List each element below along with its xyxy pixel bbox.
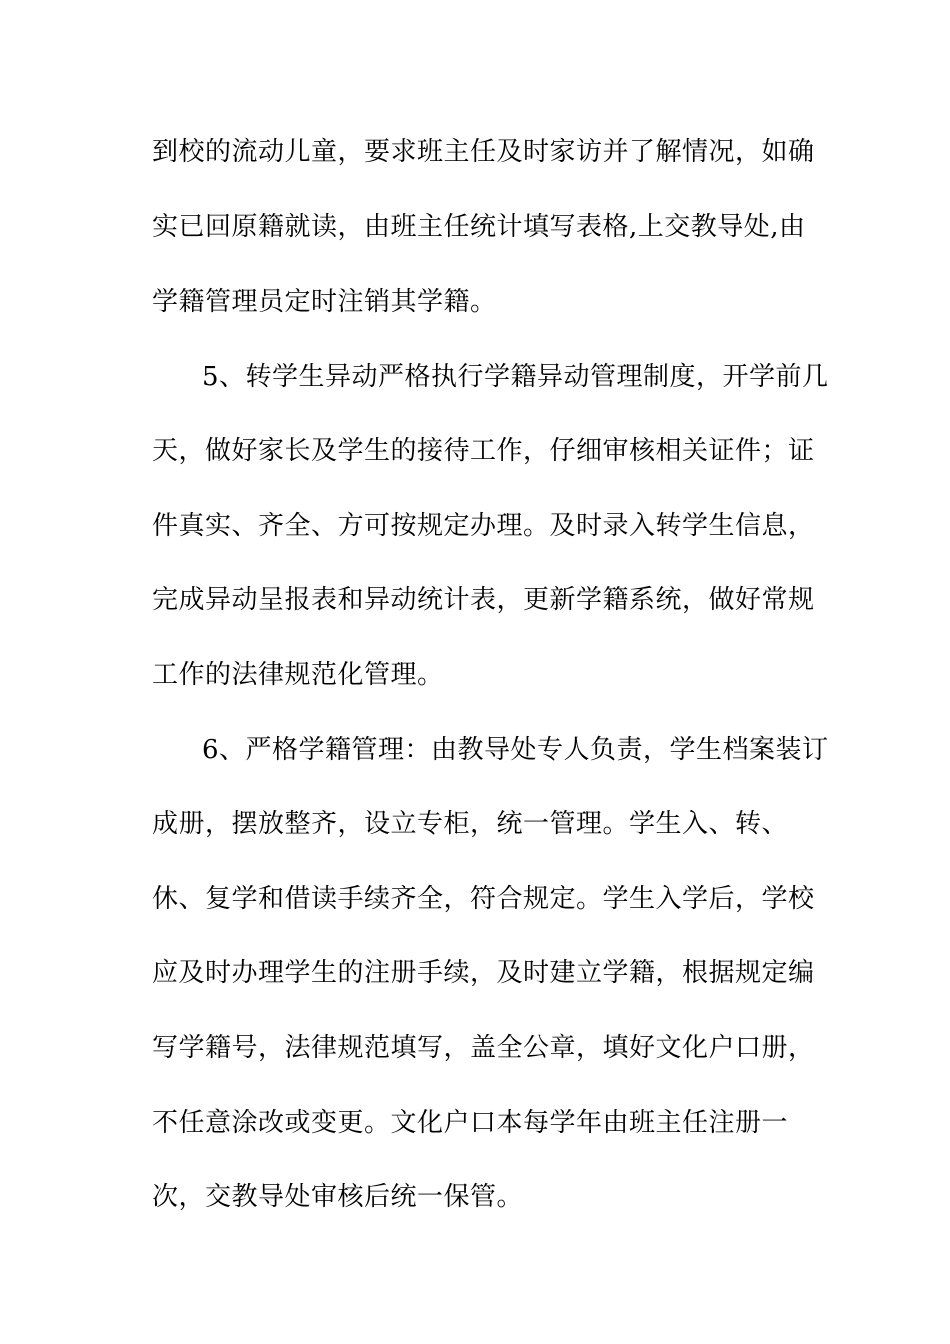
text-line: 5、转学生异动严格执行学籍异动管理制度，开学前几	[202, 362, 829, 392]
text-line: 休、复学和借读手续齐全，符合规定。学生入学后，学校	[152, 884, 815, 914]
text-line: 次，交教导处审核后统一保管。	[152, 1182, 524, 1212]
text-line: 不任意涂改或变更。文化户口本每学年由班主任注册一	[152, 1108, 789, 1138]
text-line: 学籍管理员定时注销其学籍。	[152, 287, 497, 317]
text-line: 件真实、齐全、方可按规定办理。及时录入转学生信息，	[152, 511, 815, 541]
text-line: 工作的法律规范化管理。	[152, 660, 444, 690]
text-line: 成册，摆放整齐，设立专柜，统一管理。学生入、转、	[152, 809, 789, 839]
text-line: 天，做好家长及学生的接待工作，仔细审核相关证件；证	[152, 436, 815, 466]
text-line: 6、严格学籍管理：由教导处专人负责，学生档案装订	[202, 735, 829, 765]
text-line: 到校的流动儿童，要求班主任及时家访并了解情况，如确	[152, 137, 815, 167]
text-line: 写学籍号，法律规范填写，盖全公章，填好文化户口册，	[152, 1033, 815, 1063]
text-line: 应及时办理学生的注册手续，及时建立学籍，根据规定编	[152, 958, 815, 988]
text-line: 实已回原籍就读，由班主任统计填写表格,上交教导处,由	[152, 212, 806, 242]
text-line: 完成异动呈报表和异动统计表，更新学籍系统，做好常规	[152, 585, 815, 615]
